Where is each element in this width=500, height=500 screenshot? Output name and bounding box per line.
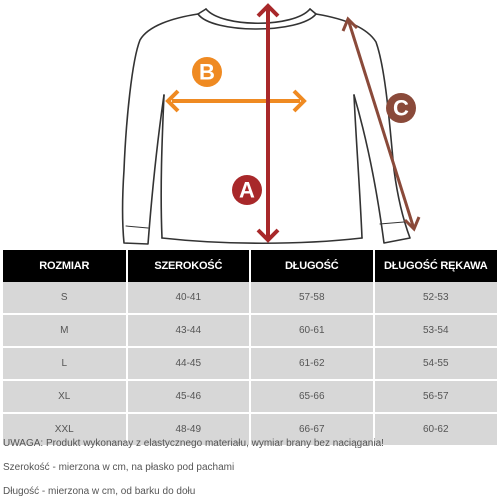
cell-length: 66-67: [250, 413, 374, 446]
length-arrow-a: [258, 6, 278, 240]
table-row: [3, 282, 497, 314]
table-row: [3, 380, 497, 413]
header-length: DŁUGOŚĆ: [250, 250, 374, 282]
cell-size: XL: [3, 380, 127, 413]
cell-length: 57-58: [250, 282, 374, 314]
badge-c: [386, 93, 416, 123]
cell-length: 65-66: [250, 380, 374, 413]
size-table: [3, 250, 497, 447]
cell-size: L: [3, 347, 127, 380]
header-width: SZEROKOŚĆ: [127, 250, 251, 282]
cell-length: 61-62: [250, 347, 374, 380]
header-size: ROZMIAR: [3, 250, 127, 282]
svg-text:A: A: [239, 177, 255, 203]
cell-size: M: [3, 314, 127, 347]
note-width-definition: Szerokość - mierzona w cm, na płasko pod pachami: [3, 462, 235, 473]
header-sleeve-length: DŁUGOŚĆ RĘKAWA: [374, 250, 498, 282]
cell-length: 60-61: [250, 314, 374, 347]
note-warning: UWAGA: Produkt wykonanay z elastycznego materiału, wymiar brany bez naciągania!: [3, 438, 384, 449]
table-row: [3, 314, 497, 347]
cell-sleeve-length: 60-62: [374, 413, 498, 446]
note-length-definition: Długość - mierzona w cm, od barku do dołu: [3, 486, 196, 497]
width-arrow-b: [168, 91, 304, 111]
cell-width: 45-46: [127, 380, 251, 413]
cell-width: 43-44: [127, 314, 251, 347]
cell-size: S: [3, 282, 127, 314]
cell-sleeve-length: 52-53: [374, 282, 498, 314]
table-header-row: [3, 250, 497, 282]
cell-sleeve-length: 54-55: [374, 347, 498, 380]
cell-sleeve-length: 56-57: [374, 380, 498, 413]
cell-size: XXL: [3, 413, 127, 446]
table-row: [3, 347, 497, 380]
cell-sleeve-length: 53-54: [374, 314, 498, 347]
cell-width: 44-45: [127, 347, 251, 380]
svg-text:C: C: [393, 95, 409, 121]
badge-a: [232, 175, 262, 205]
badge-b: [192, 57, 222, 87]
svg-text:B: B: [199, 59, 215, 85]
cell-width: 48-49: [127, 413, 251, 446]
sleeve-arrow-c: [343, 19, 419, 229]
cell-width: 40-41: [127, 282, 251, 314]
